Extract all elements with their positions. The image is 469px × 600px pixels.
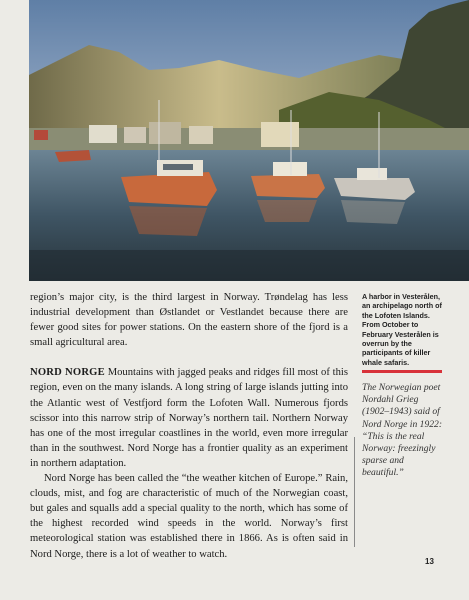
sidebar-divider — [354, 437, 355, 547]
page-number: 13 — [425, 557, 434, 566]
sidebar-quote: The Norwegian poet Nordahl Grieg (1902–1943) said of Nord Norge in 1922: “This is the real Norway: freezingly sparse and beautiful.” — [362, 382, 443, 479]
paragraph-3: Nord Norge has been called the “the weather kitchen of Europe.” Rain, clouds, mist, and fog are characteristic of much of the Norwegian coast, but gales and squalls add a special quality to the north, which has some of the highest recorded wind speeds in the world. Norway’s first meteorological station was established there in 1866. As is often said in Nord Norge, there is a lot of weather to watch. — [30, 473, 348, 560]
paragraph-2: NORD NORGE Mountains with jagged peaks and ridges fill most of this region, even on the many islands. A long string of large islands jutting into the Atlantic west of Vestfjord form the Lofoten Wall. Numerous fjords scissor into this narrow strip of Norway’s northern tail. Northern Norway has one of the most irregular coastlines in the world, even more irregular than in the southwest. Nord Norge has a frontier quality as an experiment in northern adaptation. — [30, 367, 348, 469]
photo-caption: A harbor in Vesterålen, an archipelago north of the Lofoten Islands. From October to February Vesterålen is overrun by the participants of killer whale safaris. — [362, 292, 442, 367]
sidebar-rule — [362, 370, 442, 373]
harbor-photo — [29, 0, 469, 281]
article-body — [30, 290, 348, 562]
paragraph-1: region’s major city, is the third largest in Norway. Trøndelag has less industrial development than Østlandet or Vestlandet because there are fewer good sites for power stations. On the eastern shore of the fjord is a small agricultural area. — [30, 292, 348, 349]
section-heading: NORD NORGE — [30, 367, 105, 379]
